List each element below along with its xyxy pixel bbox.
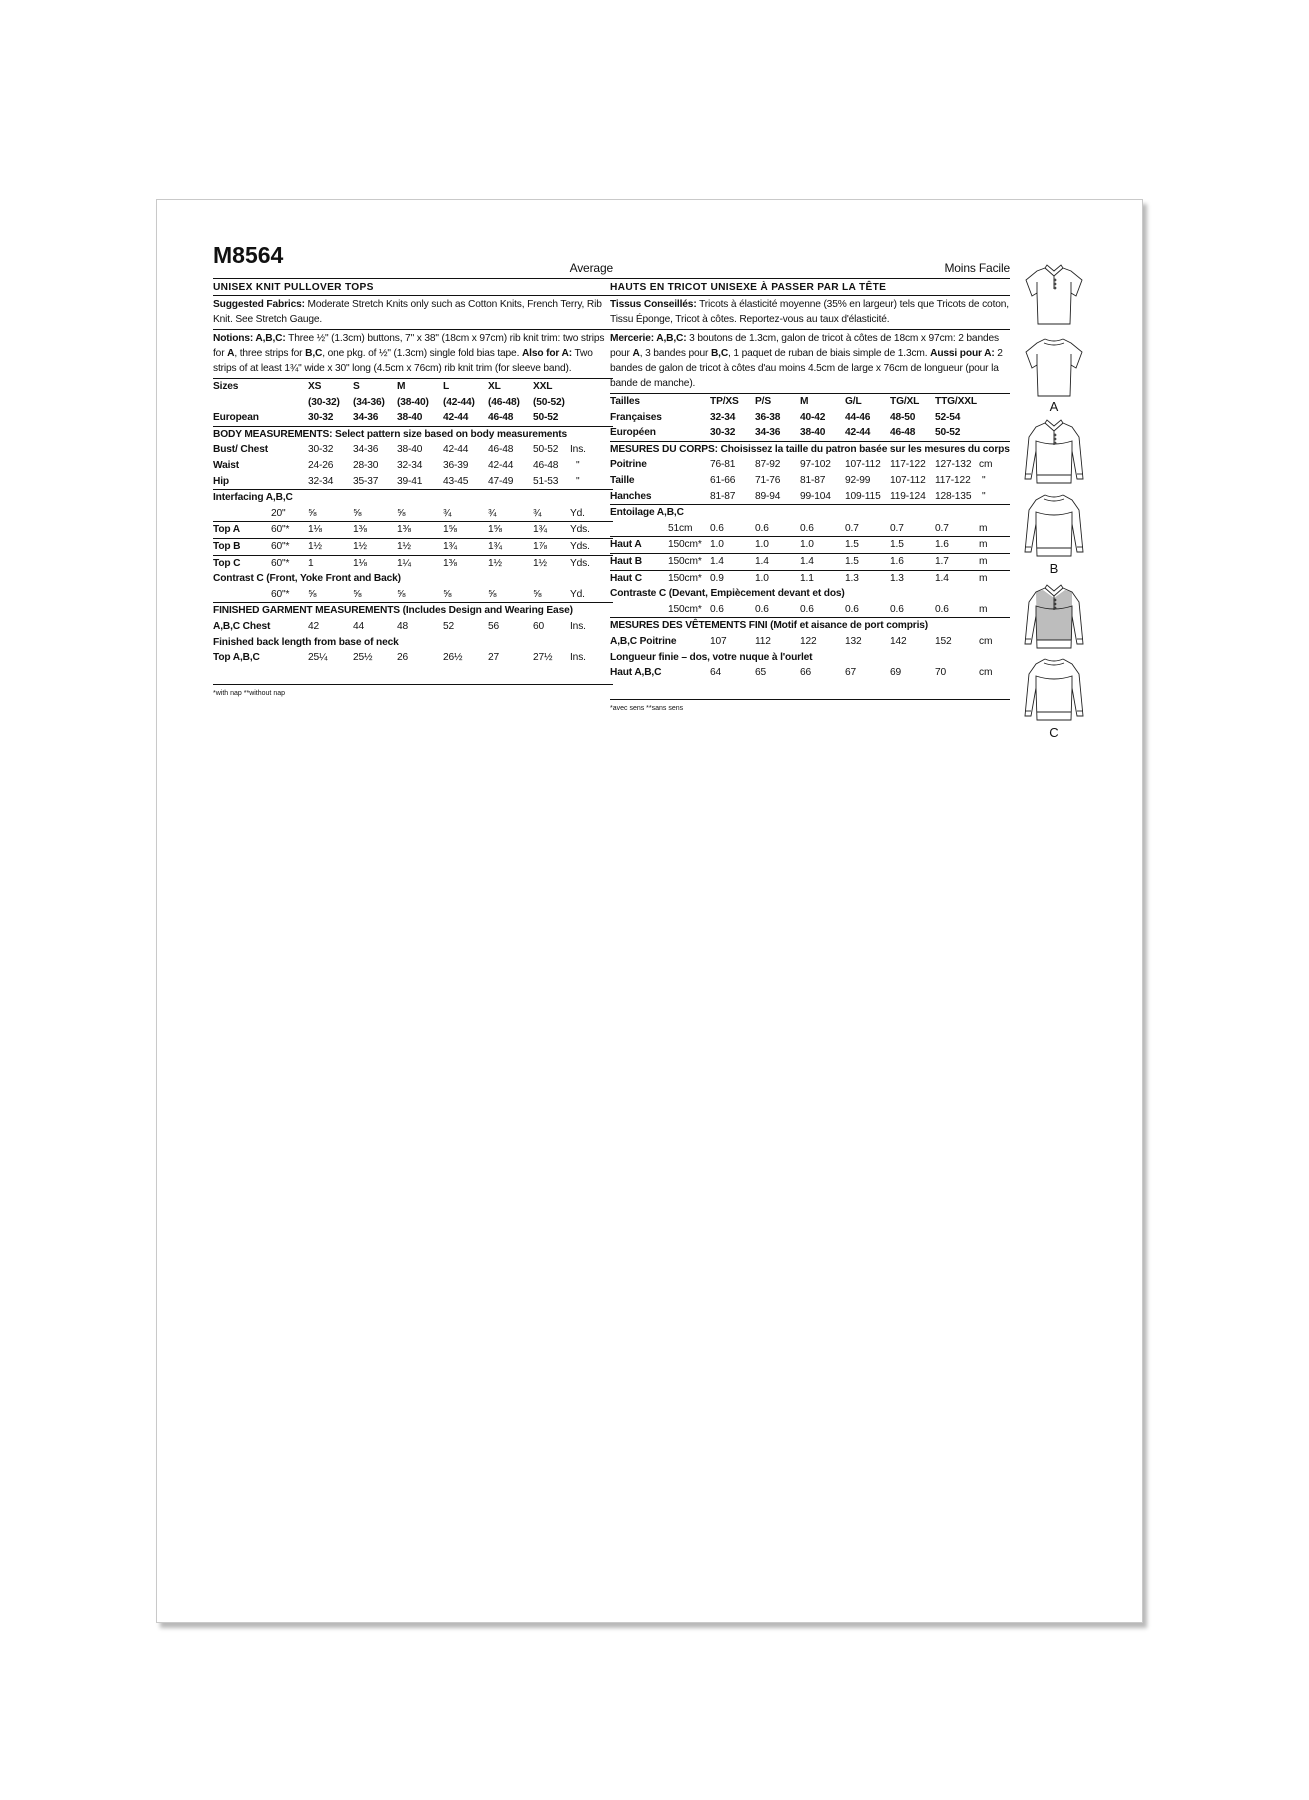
finished-measurements-heading-fr: MESURES DES VÊTEMENTS FINI (Motif et aisance de port compris) bbox=[610, 617, 1010, 634]
footnote: *with nap **without nap bbox=[213, 689, 285, 697]
suggested-fabrics: Suggested Fabrics: Moderate Stretch Knits only such as Cotton Knits, French Terry, Rib Knit. See Stretch Gauge. bbox=[213, 295, 613, 329]
pattern-title: UNISEX KNIT PULLOVER TOPS bbox=[213, 278, 613, 295]
english-column bbox=[213, 242, 613, 701]
french-column bbox=[610, 248, 1010, 716]
pattern-envelope-back bbox=[156, 199, 1143, 1623]
view-b-back-icon bbox=[1023, 490, 1085, 560]
body-row-poitrine: Poitrine 76-81 87-92 97-102 107-112 117-122 127-132 cm bbox=[610, 459, 993, 471]
view-c-front-icon bbox=[1023, 582, 1085, 652]
contrast-row: 60"* ⅝ ⅝ ⅝ ⅝ ⅝ ⅝ Yd. bbox=[271, 588, 585, 600]
yardage-row-haut-c: Haut C 150cm* 0.9 1.0 1.1 1.3 1.3 1.4 m bbox=[610, 570, 1010, 587]
view-a-back-icon bbox=[1023, 334, 1085, 400]
finished-chest-row-fr: A,B,C Poitrine 107 112 122 132 142 152 cm bbox=[610, 635, 993, 647]
size-codes-row-fr: Tailles TP/XS P/S M G/L TG/XL TTG/XXL bbox=[610, 396, 977, 407]
european-sizes-row: European 30-32 34-36 38-40 42-44 46-48 50-52 bbox=[213, 412, 559, 424]
back-length-row-fr: Haut A,B,C 64 65 66 67 69 70 cm bbox=[610, 667, 993, 679]
back-length-row: Top A,B,C 25¼ 25½ 26 26½ 27 27½ Ins. bbox=[213, 652, 586, 664]
francaises-sizes-row: Françaises 32-34 36-38 40-42 44-46 48-50 52-54 bbox=[610, 411, 961, 423]
view-label-a: A bbox=[1049, 399, 1059, 414]
back-length-heading: Finished back length from base of neck bbox=[213, 636, 399, 648]
view-label-c: C bbox=[1049, 725, 1059, 740]
view-label-b: B bbox=[1049, 561, 1059, 576]
yardage-row-top-c: Top C 60"* 1 1⅛ 1¼ 1⅜ 1½ 1½ Yds. bbox=[213, 555, 613, 572]
interfacing-row: 20" ⅝ ⅝ ⅝ ¾ ¾ ¾ Yd. bbox=[271, 507, 585, 519]
yardage-row-top-b: Top B 60"* 1½ 1½ 1½ 1¾ 1¾ 1⅞ Yds. bbox=[213, 538, 613, 555]
pattern-number: M8564 bbox=[213, 242, 284, 268]
size-ranges-row: (30-32) (34-36) (38-40) (42-44) (46-48) (50-52) bbox=[308, 396, 565, 408]
difficulty-level: Average bbox=[569, 261, 613, 275]
yardage-row-top-a: Top A 60"* 1⅛ 1⅜ 1⅜ 1⅝ 1⅝ 1¾ Yds. bbox=[213, 521, 613, 538]
body-row-waist: Waist 24-26 28-30 32-34 36-39 42-44 46-48 " bbox=[213, 459, 580, 471]
back-length-heading-fr: Longueur finie – dos, votre nuque à l'ourlet bbox=[610, 651, 813, 663]
body-row-hanches: Hanches 81-87 89-94 99-104 109-115 119-124 128-135 " bbox=[610, 490, 986, 502]
europeen-sizes-row: Européen 30-32 34-36 38-40 42-44 46-48 50-52 bbox=[610, 427, 961, 439]
body-measurements-heading: BODY MEASUREMENTS: Select pattern size based on body measurements bbox=[213, 426, 613, 443]
interfacing-heading: Interfacing A,B,C bbox=[213, 489, 613, 506]
contrast-heading-fr: Contraste C (Devant, Empiècement devant et dos) bbox=[610, 588, 845, 600]
contrast-heading: Contrast C (Front, Yoke Front and Back) bbox=[213, 573, 401, 585]
notions-fr: Mercerie: A,B,C: 3 boutons de 1.3cm, galon de tricot à côtes de 18cm x 97cm: 2 bandes pour A, 3 bandes pour B,C, 1 paquet de ruban de biais simple de 1.3cm. Aussi pour A: 2 bandes de galon de tricot à côtes d'au moins 4.5cm de large x 76cm de longueur (pour la bande de manche). bbox=[610, 329, 1010, 393]
body-row-bust: Bust/ Chest 30-32 34-36 38-40 42-44 46-48 50-52 Ins. bbox=[213, 444, 586, 456]
footnote-fr: *avec sens **sans sens bbox=[610, 704, 684, 712]
finished-chest-row: A,B,C Chest 42 44 48 52 56 60 Ins. bbox=[213, 620, 586, 632]
interfacing-heading-fr: Entoilage A,B,C bbox=[610, 504, 1010, 521]
yardage-row-haut-b: Haut B 150cm* 1.4 1.4 1.4 1.5 1.6 1.7 m bbox=[610, 553, 1010, 570]
interfacing-row-fr: 51cm 0.6 0.6 0.6 0.7 0.7 0.7 m bbox=[668, 522, 988, 534]
suggested-fabrics-fr: Tissus Conseillés: Tricots à élasticité moyenne (35% en largeur) tels que Tricots de coton, Tissu Éponge, Tricot à côtes. Reportez-vous au taux d'élasticité. bbox=[610, 295, 1010, 329]
view-b-front-icon bbox=[1023, 417, 1085, 487]
pattern-title-fr: HAUTS EN TRICOT UNISEXE À PASSER PAR LA TÊTE bbox=[610, 278, 1010, 295]
yardage-row-haut-a: Haut A 150cm* 1.0 1.0 1.0 1.5 1.5 1.6 m bbox=[610, 536, 1010, 553]
view-a-front-icon bbox=[1023, 262, 1085, 328]
finished-measurements-heading: FINISHED GARMENT MEASUREMENTS (Includes Design and Wearing Ease) bbox=[213, 602, 613, 619]
body-row-taille: Taille 61-66 71-76 81-87 92-99 107-112 117-122 " bbox=[610, 474, 986, 486]
body-measurements-heading-fr: MESURES DU CORPS: Choisissez la taille du patron basée sur les mesures du corps bbox=[610, 441, 1010, 458]
view-c-back-icon bbox=[1023, 654, 1085, 724]
contrast-row-fr: 150cm* 0.6 0.6 0.6 0.6 0.6 0.6 m bbox=[668, 603, 988, 615]
notions: Notions: A,B,C: Three ½" (1.3cm) buttons, 7" x 38" (18cm x 97cm) rib knit trim: two strips for A, three strips for B,C, one pkg. of ½" (1.3cm) single fold bias tape. Also for A: Two strips of at least 1¾" wide x 30" long (4.5cm x 76cm) rib knit trim (for sleeve band). bbox=[213, 329, 613, 378]
difficulty-level-fr: Moins Facile bbox=[944, 261, 1010, 275]
size-codes-row: Sizes XS S M L XL XXL bbox=[213, 381, 553, 392]
body-row-hip: Hip 32-34 35-37 39-41 43-45 47-49 51-53 " bbox=[213, 475, 580, 487]
